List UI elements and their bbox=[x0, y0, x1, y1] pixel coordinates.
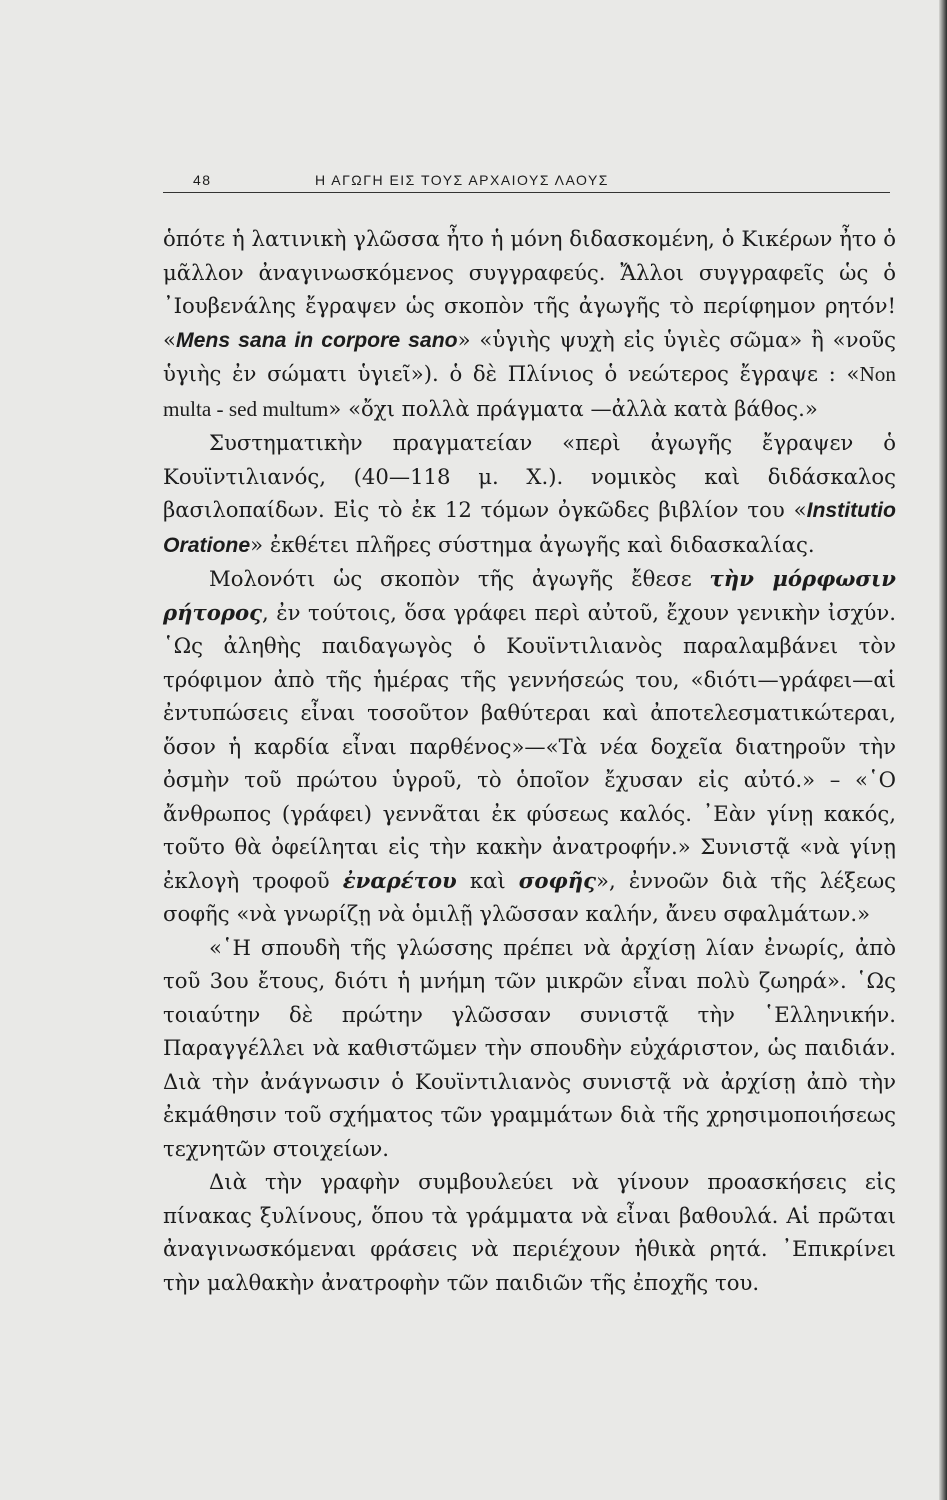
book-title: Institutio Oratione bbox=[163, 499, 896, 557]
paragraph bbox=[163, 1165, 896, 1299]
emphasis: τὴν μόρφωσιν ρήτορος bbox=[163, 566, 896, 625]
text-run: καὶ bbox=[456, 867, 519, 893]
page-number: 48 bbox=[193, 172, 212, 188]
text-run: » ἐκθέτει πλῆρες σύστημα ἀγωγῆς καὶ διδασκαλίας. bbox=[250, 531, 815, 557]
text-run: , ἐν τούτοις, ὅσα γράφει περὶ αὐτοῦ, ἔχουν γενικὴν ἰσχύν. ῾Ως ἀληθὴς παιδαγωγὸς ὁ Κουϊντιλιανὸς παραλαμβάνει τὸν τρόφιμον ἀπὸ τῆς ἡμέρας τῆς γεννήσεώς του, «διότι—γράφει—αἱ ἐντυπώσεις εἶναι τοσοῦτον βαθύτεραι καὶ ἀποτελεσματικώτεραι, ὅσον ἡ καρδία εἶναι παρθένος»—«Τὰ νέα δοχεῖα διατηροῦν τὴν ὀσμὴν τοῦ πρώτου ὑγροῦ, τὸ ὁποῖον ἔχυσαν εἰς αὐτό.» – «῾Ο ἄνθρωπος (γράφει) γεννᾶται ἐκ φύσεως καλός. ᾿Εὰν γίνῃ κακός, τοῦτο θὰ ὀφείληται εἰς τὴν κακὴν ἀνατροφήν.» Συνιστᾷ «νὰ γίνῃ ἐκλογὴ τροφοῦ bbox=[163, 599, 896, 893]
text-run: Μολονότι ὡς σκοπὸν τῆς ἀγωγῆς ἔθεσε bbox=[209, 566, 710, 591]
text-run: » «ὑγιὴς ψυχὴ εἰς ὑγιὲς σῶμα» ἢ «νοῦς ὑγιὴς ἐν σώματι ὑγιεῖ»). ὁ δὲ Πλίνιος ὁ νεώτερος ἔγραψε : « bbox=[163, 326, 896, 386]
emphasis: ἐναρέτου bbox=[342, 867, 457, 893]
text-run: Συστηματικὴν πραγματείαν «περὶ ἀγωγῆς ἔγραψεν ὁ Κουϊντιλιανός, (40—118 μ. Χ.). νομικὸς καὶ διδάσκαλος βασιλοπαίδων. Εἰς τὸ ἐκ 12 τόμων ὀγκῶδες βιβλίον του « bbox=[163, 430, 896, 522]
text-run: Διὰ τὴν γραφὴν συμβουλεύει νὰ γίνουν προασκήσεις εἰς πίνακας ξυλίνους, ὅπου τὰ γράμματα νὰ εἶναι βαθουλά. Αἱ πρῶται ἀναγινωσκόμεναι φράσεις νὰ περιέχουν ἠθικὰ ρητά. ᾿Επικρίνει τὴν μαλθακὴν ἀνατροφὴν τῶν παιδιῶν τῆς ἐποχῆς του. bbox=[163, 1169, 896, 1295]
paragraph bbox=[163, 426, 896, 562]
text-run: », ἐννοῶν διὰ τῆς λέξεως σοφῆς «νὰ γνωρίζῃ νὰ ὁμιλῇ γλῶσσαν καλήν, ἄνευ σφαλμάτων.» bbox=[163, 867, 897, 926]
running-title: Η ΑΓΩΓΗ ΕΙΣ ΤΟΥΣ ΑΡΧΑΙΟΥΣ ΛΑΟΥΣ bbox=[315, 172, 609, 188]
emphasis: σοφῆς bbox=[518, 867, 597, 893]
running-header bbox=[163, 170, 890, 193]
paragraph bbox=[163, 562, 896, 931]
text-run: » «ὄχι πολλὰ πράγματα —ἀλλὰ κατὰ βάθος.» bbox=[328, 395, 818, 421]
text-run: «῾Η σπουδὴ τῆς γλώσσης πρέπει νὰ ἀρχίσῃ λίαν ἐνωρίς, ἀπὸ τοῦ 3ου ἔτους, διότι ἡ μνήμη τῶν μικρῶν εἶναι πολὺ ζωηρά». ῾Ως τοιαύτην δὲ πρώτην γλῶσσαν συνιστᾷ τὴν ῾Ελληνικήν. Παραγγέλλει νὰ καθιστῶμεν τὴν σπουδὴν εὐχάριστον, ὡς παιδιάν. Διὰ τὴν ἀνάγνωσιν ὁ Κουϊντιλιανὸς συνιστᾷ νὰ ἀρχίσῃ ἀπὸ τὴν ἐκμάθησιν τοῦ σχήματος τῶν γραμμάτων διὰ τῆς χρησιμοποιήσεως τεχνητῶν στοιχείων. bbox=[163, 934, 896, 1161]
latin-quote: Non multa - sed multum bbox=[163, 362, 896, 421]
paragraph bbox=[163, 931, 896, 1166]
latin-quote: Mens sana in corpore sano bbox=[175, 328, 458, 352]
paragraph bbox=[163, 222, 896, 426]
page-edge-shadow bbox=[939, 0, 947, 1500]
body-text bbox=[163, 222, 896, 1299]
text-run: ὁπότε ἡ λατινικὴ γλῶσσα ἦτο ἡ μόνη διδασκομένη, ὁ Κικέρων ἦτο ὁ μᾶλλον ἀναγινωσκόμενος συγγραφεύς. Ἄλλοι συγγραφεῖς ὡς ὁ ᾿Ιουβενάλης ἔγραψεν ὡς σκοπὸν τῆς ἀγωγῆς τὸ περίφημον ρητόν! « bbox=[163, 226, 896, 352]
